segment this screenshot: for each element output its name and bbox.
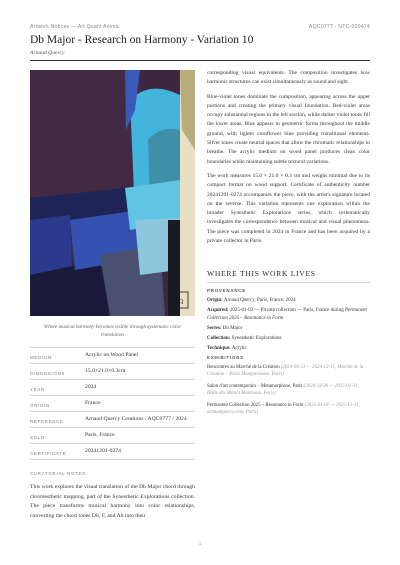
exhibition-item (207, 383, 370, 398)
artist-name: Arnaud Quercy (30, 50, 65, 56)
exhibition-detail: (2024-12-30 — 2025-01-31, Halle des Blancs Manteaux, Paris) (207, 383, 359, 397)
curatorial-body: This work explores the visual translation of the Db Major chord through chromesthetic mapping, part of the Synesthetic Explorations collection. The piece transforms musical harmony into color relationships, converting the chord tones Db, F, and Ab into their (30, 484, 195, 520)
title-divider (30, 60, 370, 61)
exhibition-item (207, 364, 370, 379)
origin-value: Arnaud Quercy, Paris, France, 2024 (223, 298, 296, 303)
spec-value: Paris, France (85, 432, 115, 438)
provenance-list (207, 297, 370, 355)
spec-value: 20241201-0274 (85, 448, 122, 454)
provenance-collection (207, 335, 370, 343)
provenance-origin (207, 297, 370, 305)
exhibition-name: Salon d'art contemporain – Metamorphose, Paris (207, 383, 303, 389)
spec-value: 15.0×21.0×0.3cm (85, 368, 126, 374)
description-paragraph: corresponding visual equivalents. The composition investigates how harmonic structures can exist simultaneously as sound and sight. (207, 70, 370, 86)
provenance-acquired (207, 307, 370, 323)
artist-signature: AQ (174, 299, 184, 305)
where-this-work-lives-heading: WHERE THIS WORK LIVES (207, 269, 370, 283)
provenance-series (207, 325, 370, 333)
provenance-technique (207, 345, 370, 353)
spec-value: 2024 (85, 384, 97, 390)
exhibition-detail: (2024-04-21 — 2024-12-31, Marché de la Création – Paris Montparnasse, Paris) (207, 365, 364, 378)
spec-label: DIMENSIONS (30, 371, 66, 376)
artwork-image (30, 70, 195, 316)
spec-row-year (30, 379, 195, 395)
spec-label: REFERENCE (30, 419, 64, 424)
spec-row-certificate (30, 443, 195, 460)
exhibitions-heading: EXHIBITIONS (207, 355, 244, 360)
spec-value: Arnaud Quercy Creations / AQC0777 / 2024 (85, 416, 187, 422)
spec-value: Acrylic on Wood Panel (85, 352, 138, 358)
acquired-value: 2025-01-03 — Private collection — Paris, France during (229, 308, 344, 313)
spec-row-reference (30, 411, 195, 427)
reference-label: AQC0777 · NTC-000474 (308, 24, 370, 30)
curatorial-heading: CURATORIAL NOTES (30, 471, 86, 476)
spec-label: MEDIUM (30, 355, 53, 360)
artwork-caption: Where musical harmony becomes visible through systematic color translation (43, 324, 182, 338)
spec-row-origin (30, 395, 195, 411)
spec-label: YEAR (30, 387, 45, 392)
description-column (207, 69, 370, 251)
exhibition-name: Permanent Collection 2025 – Resonance in Form (207, 402, 304, 408)
exhibitions-list (207, 364, 370, 420)
collection-label: Collection: (207, 336, 231, 341)
page-number: 1 (198, 541, 202, 546)
provenance-heading: PROVENANCE (207, 288, 246, 293)
series-value: Db Major (222, 326, 243, 331)
spec-label: ORIGIN (30, 403, 51, 408)
spec-label: SOLD (30, 435, 45, 440)
technique-value: Acrylic (231, 346, 247, 351)
spec-row-medium (30, 347, 195, 363)
spec-row-sold (30, 427, 195, 443)
page-title: Db Major - Research on Harmony - Variation 10 (30, 34, 254, 46)
acquired-label: Acquired: (207, 308, 229, 313)
origin-label: Origin: (207, 298, 223, 303)
spec-label: CERTIFICATE (30, 451, 67, 456)
exhibition-item (207, 402, 370, 417)
exhibition-detail: (2025-01-01 — 2025-12-31, artmadquercy.com, Paris) (207, 402, 360, 416)
acquired-collection: Permanent Collection 2025 – Resonance in Form (207, 308, 367, 321)
technique-label: Technique: (207, 346, 231, 351)
description-paragraph: Blue-violet tones dominate the composition, appearing across the upper portions and creating the primary visual foundation. Red-violet areas occupy substantial regions in the left section, while darker violet tones fill the lower areas. Blue appears in geometric forms throughout the middle ground, with lighter cornflower blue providing transitional elements. Silver tones create neutral spaces that allow the chromatic relationships to breathe. The acrylic medium on wood panel produces clean color boundaries while maintaining subtle textural variations. (207, 93, 370, 165)
series-label: Artwork Notices — Art Quant Anima (30, 24, 119, 30)
running-header (30, 24, 370, 34)
collection-value: Synesthetic Explorations (231, 336, 282, 341)
spec-value: France (85, 400, 101, 406)
exhibition-name: Rencontres au Marché de la Création (207, 365, 280, 370)
series-label: Series: (207, 326, 222, 331)
description-paragraph: The work measures 15.0 × 21.0 × 0.3 cm and weighs minimal due to its compact format on wood support. Certificate of authenticity number 20241201-0274 accompanies the piece, with the artist's signature located on the reverse. This variation represents one exploration within the broader Synesthetic Explorations series, which systematically investigates the correspondence between musical and visual phenomena. The piece was completed in 2024 in France and has been acquired by a private collector in Paris. (207, 172, 370, 245)
painting-upper-plum (30, 70, 140, 198)
spec-table (30, 347, 195, 460)
spec-row-dimensions (30, 363, 195, 379)
